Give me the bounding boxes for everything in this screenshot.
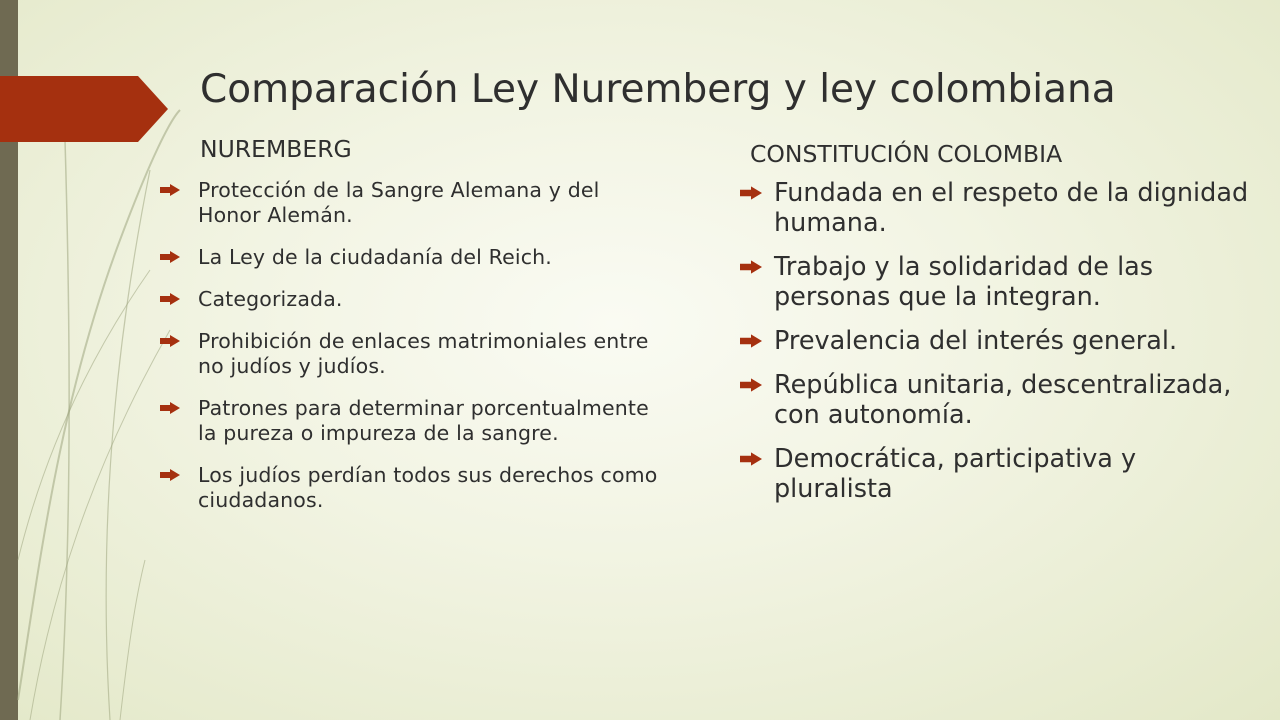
list-item-text: Fundada en el respeto de la dignidad humana. <box>774 178 1249 238</box>
arrow-right-icon <box>740 186 762 200</box>
list-item-text: Categorizada. <box>198 287 343 311</box>
list-item <box>160 178 660 228</box>
list-item-text: Trabajo y la solidaridad de las personas que la integran. <box>774 252 1154 312</box>
list-item-text: Democrática, participativa y pluralista <box>774 444 1137 504</box>
list-item <box>740 444 1260 504</box>
arrow-right-icon <box>740 334 762 348</box>
list-item-text: Patrones para determinar porcentualmente la pureza o impureza de la sangre. <box>198 396 649 445</box>
arrow-right-icon <box>740 452 762 466</box>
list-item <box>740 252 1260 312</box>
list-item-text: Prohibición de enlaces matrimoniales entre no judíos y judíos. <box>198 329 649 378</box>
arrow-right-icon <box>160 402 180 414</box>
list-item-text: Prevalencia del interés general. <box>774 326 1178 356</box>
slide-title: Comparación Ley Nuremberg y ley colombiana <box>200 67 1116 112</box>
colombia-bullet-list <box>740 178 1260 518</box>
list-item-text: La Ley de la ciudadanía del Reich. <box>198 245 552 269</box>
arrow-right-icon <box>740 378 762 392</box>
list-item <box>160 329 660 379</box>
list-item <box>740 326 1260 356</box>
arrow-right-icon <box>160 335 180 347</box>
list-item-text: Protección de la Sangre Alemana y del Honor Alemán. <box>198 178 600 227</box>
arrow-right-icon <box>160 469 180 481</box>
arrow-right-icon <box>740 260 762 274</box>
list-item <box>160 245 660 270</box>
list-item <box>740 178 1260 238</box>
arrow-right-icon <box>160 184 180 196</box>
list-item <box>160 287 660 312</box>
left-column-heading: NUREMBERG <box>200 135 352 163</box>
list-item <box>740 370 1260 430</box>
nuremberg-bullet-list <box>160 178 660 530</box>
arrow-right-icon <box>160 251 180 263</box>
list-item-text: Los judíos perdían todos sus derechos como ciudadanos. <box>198 463 658 512</box>
list-item <box>160 396 660 446</box>
list-item-text: República unitaria, descentralizada, con autonomía. <box>774 370 1232 430</box>
arrow-right-icon <box>160 293 180 305</box>
title-accent-arrow <box>0 76 170 142</box>
right-column-heading: CONSTITUCIÓN COLOMBIA <box>750 140 1063 168</box>
list-item <box>160 463 660 513</box>
